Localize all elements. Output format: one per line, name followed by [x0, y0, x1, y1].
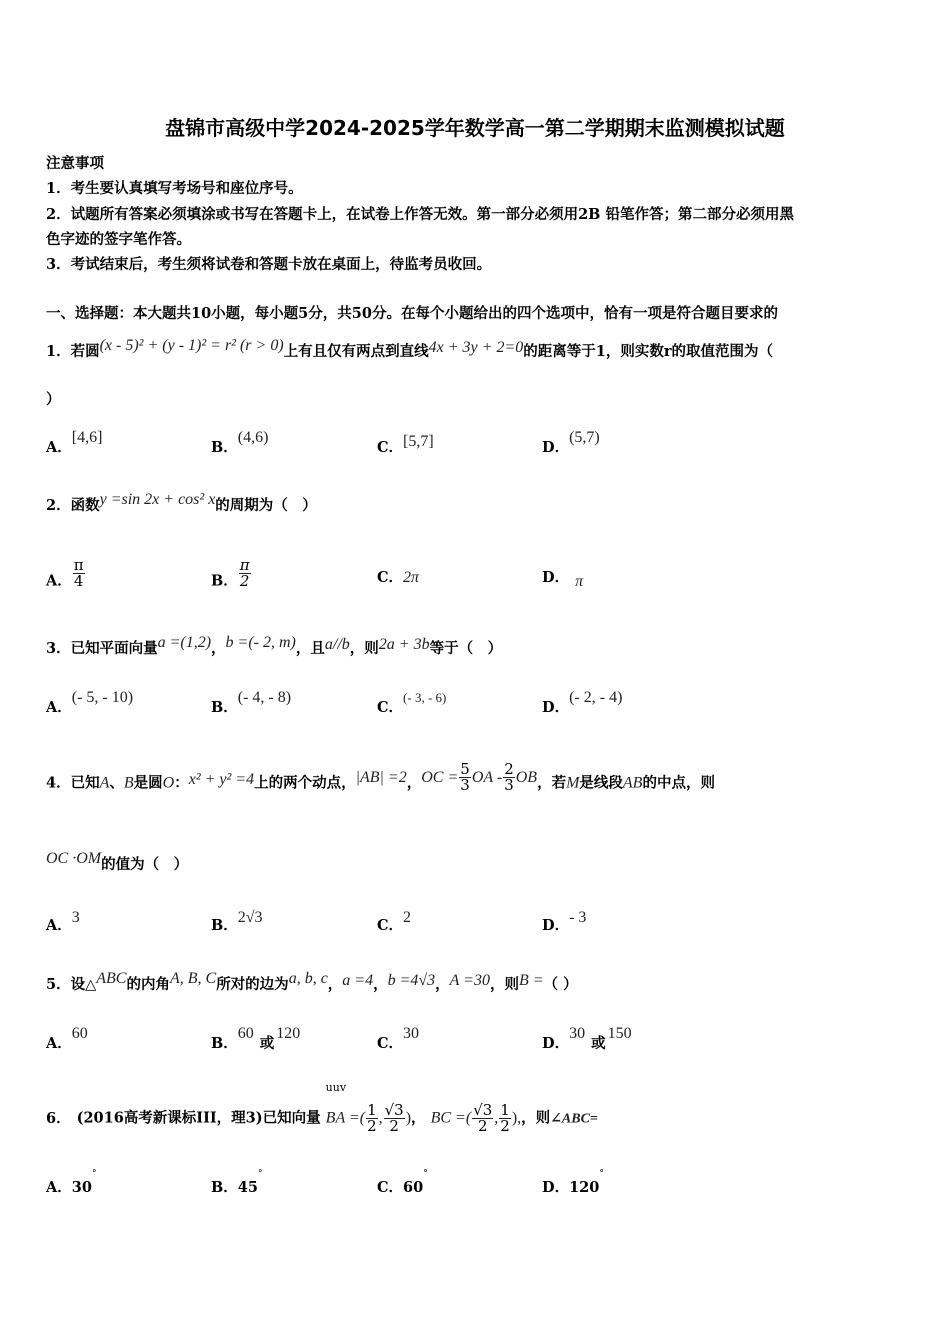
fraction-numerator: π — [239, 556, 250, 574]
degree-mark: ° — [423, 1169, 428, 1180]
fraction-numerator: 2 — [504, 760, 514, 778]
q3-stem: 3．已知平面向量a =(1,2)，b =(- 2, m)，且a//b，则2a + 3b等于（ ） — [46, 634, 503, 657]
q1-option-d[interactable] — [542, 429, 600, 457]
q4-text: ， — [406, 774, 422, 792]
option-label: A． — [46, 917, 72, 934]
option-label: D． — [542, 439, 570, 456]
option-value: (4,6) — [237, 429, 269, 446]
q4-stem-2 — [46, 850, 189, 874]
q4-option-b[interactable] — [211, 909, 263, 935]
q5-text: 所对的边为 — [216, 976, 289, 993]
q2-stem — [46, 491, 317, 515]
q4-number: 4．已知 — [46, 774, 100, 792]
q5-angle-a: A =30 — [449, 972, 490, 989]
q6-text: ，则 — [521, 1109, 551, 1127]
q5-option-a[interactable] — [46, 1025, 88, 1053]
fraction-numerator: π — [73, 556, 84, 574]
q4-ob: OB — [515, 768, 538, 786]
option-value: 60 — [71, 1025, 88, 1042]
option-value: 2√3 — [237, 909, 263, 926]
q1-stem — [46, 337, 773, 361]
page-title: 盘锦市高级中学2024-2025学年数学高一第二学期期末监测模拟试题 — [165, 116, 785, 140]
q5-angle-b: B = — [518, 972, 544, 989]
option-label: A． — [46, 699, 72, 716]
q3-option-b[interactable] — [211, 689, 292, 717]
q2-option-a[interactable] — [46, 556, 86, 597]
q3-vector-a: a =(1,2) — [157, 634, 212, 651]
q6-angle: ∠ABC= — [550, 1111, 598, 1127]
option-value: 120 — [276, 1025, 301, 1042]
q4-text: 是圆 — [133, 774, 163, 792]
q2-number: 2．函数 — [46, 497, 100, 514]
q3-option-c[interactable] — [377, 690, 447, 717]
degree-mark: ° — [91, 1169, 97, 1180]
q3-number: 3．已知平面向量 — [46, 640, 158, 657]
option-label: A． — [46, 1035, 72, 1052]
q1-line-equation: 4x + 3y + 2=0 — [428, 339, 524, 356]
q5-number: 5．设△ — [46, 976, 97, 993]
q1-text-tail: 的距离等于1，则实数r的取值范围为（ — [523, 343, 773, 360]
q3-text: 等于（ ） — [429, 640, 503, 657]
option-label: A． — [46, 439, 72, 456]
vector-ba-label: BA =( — [325, 1109, 366, 1127]
option-value: (- 5, - 10) — [71, 689, 134, 706]
fraction-numerator: √3 — [384, 1101, 404, 1119]
notice-item: 2．试题所有答案必须填涂或书写在答题卡上，在试卷上作答无效。第一部分必须用2B 铅笔作答；第二部分必须用黑 — [46, 206, 794, 223]
fraction-denominator: 2 — [239, 572, 250, 590]
degree-mark: ° — [599, 1169, 604, 1180]
fraction-denominator: 4 — [73, 572, 84, 590]
option-value: 120 — [569, 1179, 600, 1196]
option-label: C． — [377, 1179, 404, 1196]
q5-text: ，则 — [489, 976, 519, 993]
option-value: 30 — [403, 1025, 420, 1042]
q1-text: 上有且仅有两点到直线 — [283, 343, 429, 360]
notice-item: 色字迹的签字笔作答。 — [46, 231, 191, 248]
option-label: B． — [211, 1179, 238, 1196]
option-label: D． — [542, 569, 570, 586]
option-value: (- 2, - 4) — [569, 689, 623, 706]
option-label: B． — [211, 439, 238, 456]
q4-oc: OC = — [421, 768, 459, 786]
q1-option-c[interactable] — [377, 433, 434, 457]
q4-stem — [46, 760, 715, 799]
q5-angles: A, B, C — [169, 970, 217, 987]
q6-option-c[interactable] — [377, 1169, 428, 1197]
option-label: B． — [211, 1035, 238, 1052]
option-value: 2 — [403, 909, 412, 926]
q2-text: 的周期为（ ） — [215, 497, 317, 514]
option-value: (- 3, - 6) — [403, 690, 447, 705]
q2-function: y =sin 2x + cos² x — [99, 491, 216, 508]
option-label: C． — [377, 699, 404, 716]
option-value: (- 4, - 8) — [237, 689, 292, 706]
fraction-denominator: 3 — [504, 776, 514, 794]
q3-option-a[interactable] — [46, 689, 134, 717]
fraction-denominator: 2 — [367, 1117, 377, 1135]
option-value: 30 — [71, 1179, 92, 1196]
q5-text: ， — [373, 976, 388, 993]
option-label: C． — [377, 569, 404, 586]
q6-vector-bc: BC =( $\frac{√3}{2}$ , $\frac{1}{2}$ ), — [430, 1101, 522, 1135]
q4-segment-ab: AB — [622, 774, 643, 792]
fraction-denominator: 3 — [460, 776, 470, 794]
q5-side-b: b =4√3 — [387, 972, 436, 989]
q5-side-a: a =4 — [342, 972, 374, 989]
q4-text: 的中点，则 — [642, 774, 715, 792]
q2-option-c[interactable] — [377, 566, 419, 587]
notice-item: 1．考生要认真填写考场号和座位序号。 — [46, 180, 303, 197]
fraction-numerator: 5 — [460, 760, 470, 778]
fraction — [472, 1103, 493, 1134]
option-value: 30 — [569, 1025, 586, 1042]
q1-number: 1．若圆 — [46, 343, 100, 360]
q5-text: ， — [435, 976, 450, 993]
q3-option-d[interactable] — [542, 689, 623, 717]
q4-text: 是线段 — [579, 774, 623, 792]
q6-vector-ba: uuv BA =( $\frac{1}{2}$ , $\frac{√3}{2}$ ) — [325, 1081, 412, 1135]
q5-option-b[interactable] — [211, 1025, 301, 1053]
notice-item: 3．考试结束后，考生须将试卷和答题卡放在桌面上，待监考员收回。 — [46, 256, 492, 273]
option-label: B． — [211, 572, 238, 590]
q2-option-b[interactable] — [211, 556, 252, 597]
q4-circle-equation: x² + y² =4 — [188, 770, 255, 788]
q4-text: ，若 — [537, 774, 567, 792]
notice-heading: 注意事项 — [46, 155, 104, 172]
q4-point-m: M — [566, 774, 580, 792]
q3-expression: 2a + 3b — [378, 636, 430, 653]
fraction-denominator: 2 — [389, 1117, 399, 1135]
q1-close-paren: ） — [46, 391, 61, 408]
fraction — [503, 762, 515, 793]
option-value: 60 — [237, 1025, 254, 1042]
q4-text: 上的两个动点， — [254, 774, 356, 792]
q6-stem: 6． (2016高考新课标III，理3)已知向量 uuv BA =( $\frac{1}{2}$ , $\frac{√3}{2}$ )， BC =( $\frac{√3}{2}$ , $\frac{1}{2}$ ),，则∠ABC= — [46, 1081, 598, 1135]
q5-text: 的内角 — [126, 976, 170, 993]
q4-circle-o: O — [162, 774, 175, 792]
option-value: (5,7) — [569, 429, 600, 446]
option-or: 或 — [259, 1035, 275, 1052]
q5-text: （ ） — [543, 976, 578, 993]
option-label: C． — [377, 1035, 404, 1052]
q6-number: 6． — [46, 1109, 71, 1127]
vector-bc-label: BC =( — [430, 1109, 472, 1127]
q1-circle-equation: (x - 5)² + (y - 1)² = r² (r > 0) — [99, 337, 284, 354]
q1-option-a[interactable] — [46, 429, 103, 457]
q4-point-a: A — [99, 774, 110, 792]
option-label: D． — [542, 699, 570, 716]
fraction — [459, 762, 471, 793]
option-value: 60 — [403, 1179, 424, 1196]
q3-vector-b: b =(- 2, m) — [225, 634, 296, 651]
q5-stem — [46, 970, 578, 994]
fraction-denominator: 2 — [477, 1117, 488, 1135]
fraction — [73, 558, 85, 589]
q1-option-b[interactable] — [211, 429, 269, 457]
option-value: 2π — [403, 569, 420, 586]
vector-arrow: uuv — [325, 1081, 347, 1094]
q4-option-a[interactable] — [46, 909, 80, 935]
option-value: 3 — [71, 909, 80, 926]
fraction — [239, 558, 251, 589]
option-label: D． — [542, 917, 570, 934]
option-label: A． — [46, 572, 72, 590]
q2-option-d[interactable] — [542, 566, 584, 590]
q3-parallel: a//b — [324, 636, 350, 653]
fraction-numerator: √3 — [473, 1101, 493, 1119]
q4-text: 的值为（ ） — [101, 856, 189, 873]
q6-text: (2016高考新课标III，理3)已知向量 — [76, 1109, 321, 1127]
fraction-denominator: 2 — [500, 1117, 510, 1135]
q4-option-d[interactable] — [542, 909, 587, 935]
option-label: D． — [542, 1035, 570, 1052]
option-or: 或 — [591, 1035, 606, 1052]
option-value: π — [575, 573, 584, 590]
fraction — [499, 1103, 511, 1134]
fraction — [366, 1103, 378, 1134]
q5-sides: a, b, c — [288, 970, 328, 987]
option-label: B． — [211, 699, 238, 716]
option-label: D． — [542, 1179, 570, 1196]
option-value: 45 — [237, 1179, 258, 1196]
q3-text: ，且 — [295, 640, 325, 657]
section-heading: 一、选择题：本大题共10小题，每小题5分，共50分。在每个小题给出的四个选项中，恰有一项是符合题目要求的 — [46, 305, 778, 322]
degree-mark: ° — [257, 1169, 263, 1180]
option-label: A． — [46, 1179, 72, 1196]
q4-point-b: B — [123, 774, 134, 792]
q4-oa: OA - — [471, 768, 503, 786]
q5-triangle: ABC — [96, 970, 127, 987]
fraction — [384, 1103, 405, 1134]
q4-text: 、 — [109, 774, 124, 792]
option-label: C． — [377, 439, 404, 456]
option-value: [5,7] — [403, 433, 434, 450]
option-value: - 3 — [569, 909, 587, 926]
q4-option-c[interactable] — [377, 909, 412, 935]
q5-option-c[interactable] — [377, 1025, 420, 1053]
q5-text: ， — [327, 976, 343, 993]
q6-option-d[interactable] — [542, 1169, 604, 1197]
option-value: [4,6] — [71, 429, 103, 446]
fraction-numerator: 1 — [367, 1101, 377, 1119]
q3-text: ，则 — [349, 640, 379, 657]
option-label: C． — [377, 917, 404, 934]
q4-length: |AB| =2 — [355, 768, 407, 786]
q4-dot-product: OC ·OM — [46, 850, 102, 867]
q4-text: ： — [174, 774, 189, 792]
q6-option-b[interactable] — [211, 1169, 263, 1197]
q5-option-d[interactable] — [542, 1025, 632, 1053]
option-label: B． — [211, 917, 238, 934]
fraction-numerator: 1 — [500, 1101, 510, 1119]
q6-option-a[interactable] — [46, 1169, 97, 1197]
option-value: 150 — [607, 1025, 632, 1042]
